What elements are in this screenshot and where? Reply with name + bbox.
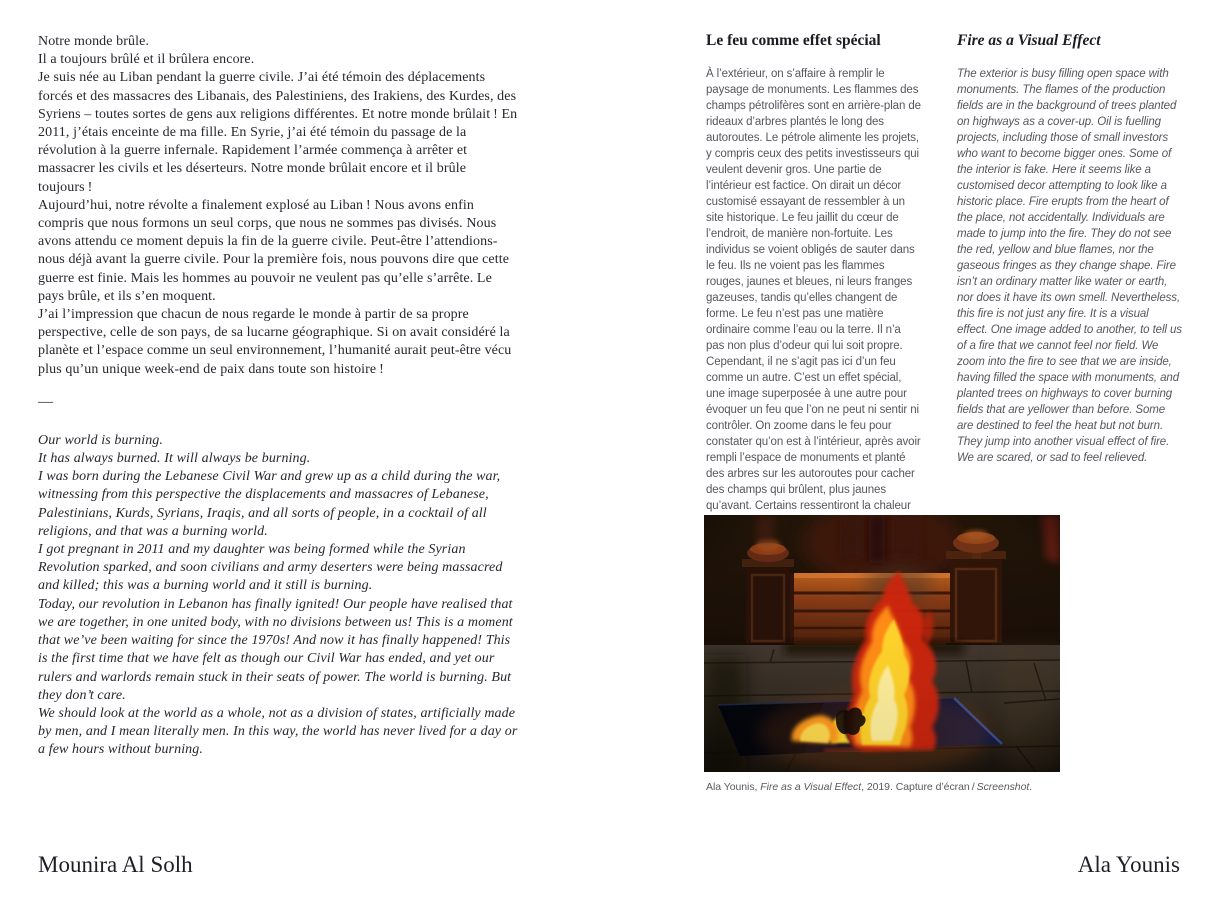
- fire-scene-illustration: [704, 515, 1060, 772]
- caption-screenshot: Screenshot: [976, 781, 1030, 793]
- fire-video-still-image: [704, 515, 1060, 772]
- author-name-left: Mounira Al Solh: [38, 852, 193, 877]
- french-column-title: Le feu comme effet spécial: [706, 32, 881, 49]
- english-paragraph: I got pregnant in 2011 and my daughter was being formed while the Syrian Revolution sparked, and soon civilians and army deserters were being massacred and killed; this was a burning world and it still is burning.: [38, 542, 503, 594]
- left-page-text: [38, 33, 518, 760]
- english-paragraph: We should look at the world as a whole, not as a division of states, artificially made by men, and I mean literally men. In this way, the world has never lived for a day or a few hours without burning.: [38, 705, 518, 758]
- caption-year: , 2019. Capture d’écran /: [861, 781, 977, 793]
- french-paragraph: Aujourd’hui, notre révolte a finalement explosé au Liban ! Nous avons enfin compris que nous formons un seul corps, que nous ne sommes pas divisés. Nous avons attendu ce moment depuis la fin de la guerre civile. Peut-être l’attendions-nous déjà avant la guerre civile. Pour la première fois, nous pouvons dire que cette guerre est finie. Mais les hommes au pouvoir ne veulent pas qu’elle s’arrête. Le pays brûle, et ils s’en moquent.: [38, 197, 510, 304]
- caption-title: Fire as a Visual Effect: [760, 781, 862, 793]
- english-paragraph: Our world is burning.: [38, 432, 164, 448]
- english-column: [957, 31, 1182, 466]
- english-paragraph: Today, our revolution in Lebanon has finally ignited! Our people have realised that we are together, in one united body, with no divisions between us! This is a moment that we’ve been waiting for since the 1970s! And now it has finally happened! This is the first time that we have felt as though our Civil War has ended, and yet our rulers and warlords remain stuck in their seats of power. The world is burning. But they don’t care.: [38, 596, 513, 703]
- english-paragraph: It has always burned. It will always be burning.: [38, 451, 311, 467]
- english-column-body: [957, 66, 1182, 466]
- french-paragraph: Il a toujours brûlé et il brûlera encore.: [38, 52, 255, 68]
- french-text-block: [38, 33, 518, 379]
- image-caption: [706, 780, 1126, 794]
- french-column: [706, 31, 922, 562]
- english-text-block: [38, 432, 518, 760]
- french-paragraph: J’ai l’impression que chacun de nous regarde le monde à partir de sa propre perspective, celle de son pays, de sa lucarne géographique. Si on avait considéré la planète et l’espace comme un seul environnement, l’humanité aurait peut-être vécu plus qu’un unique week-end de paix dans toute son histoire !: [38, 307, 512, 377]
- french-paragraph: Je suis née au Liban pendant la guerre civile. J’ai été témoin des déplacements forcés et des massacres des Libanais, des Palestiniens, des Irakiens, des Kurdes, des Syriens – toutes sortes de gens aux religions différentes. Et notre monde brûlait ! En 2011, j’étais enceinte de ma fille. En Syrie, j’ai été témoin du passage de la révolution à la guerre infernale. Rapidement l’armée commença à arrêter et massacrer les civils et les déserteurs. Notre monde brûlait encore et il brûle toujours !: [38, 70, 518, 195]
- author-name-right: Ala Younis: [1077, 852, 1180, 877]
- english-column-paragraph: The exterior is busy filling open space with monuments. The flames of the production fields are in the background of trees planted on highways as a cover-up. Oil is fuelling projects, including those of small investors who want to become bigger ones. Some of the interior is fake. Here it seems like a customised decor attempting to look like a historic place. Fire erupts from the heart of the place, not accidentally. Individuals are made to jump into the fire. They do not see the red, yellow and blue flames, nor the gaseous fringes as they change shape. Fire isn’t an ordinary matter like water or earth, nor does it have its own smell. Nevertheless, this fire is not just any fire. It is a visual effect. One image added to another, to tell us of a fire that we cannot feel nor field. We zoom into the fire to see that we are inside, having filled the space with monuments, and planted trees on highways to cover burning fields that are yellower than before. Some are destined to feel the heat but not burn. They jump into another visual effect of fire. We are scared, or sad to feel relieved.: [957, 68, 1182, 464]
- english-paragraph: I was born during the Lebanese Civil War and grew up as a child during the war, witnessing from this perspective the displacements and massacres of Lebanese, Palestinians, Kurds, Syrians, Iraqis, and all sorts of people, in a cocktail of all religions, and that was a burning world.: [38, 469, 501, 539]
- caption-period: .: [1029, 781, 1033, 793]
- french-column-paragraph: À l’extérieur, on s’affaire à remplir le paysage de monuments. Les flammes des champs pétrolifères sont en arrière-plan de rideaux d’arbres plantés le long des autoroutes. Le pétrole alimente les projets, y compris ceux des petits investisseurs qui veulent devenir gros. Une partie de l’intérieur est factice. On dirait un décor customisé essayant de ressembler à un site historique. Le feu jaillit du cœur de l’endroit, de manière non-fortuite. Les individus se voient obligés de sauter dans le feu. Ils ne voient pas les flammes rouges, jaunes et bleues, ni leurs franges gazeuses, tandis qu’elles changent de forme. Le feu n’est pas une matière ordinaire comme l’eau ou la terre. Il n’a pas non plus d’odeur qui lui soit propre. Cependant, il ne s’agit pas ici d’un feu comme un autre. C’est un effet spécial, une image superposée à une autre pour évoquer un feu que l’on ne peut ni sentir ni contrôler. On zoome dans le feu pour constater qu’on est à l’intérieur, après avoir rempli l’espace de monuments et planté des arbres sur les autoroutes pour cacher des champs qui brûlent, plus jaunes qu’avant. Certains ressentiront la chaleur: [706, 68, 921, 512]
- french-column-body: [706, 66, 922, 562]
- section-divider-dash: —: [38, 393, 53, 410]
- english-column-title: Fire as a Visual Effect: [957, 32, 1101, 49]
- caption-artist: Ala Younis,: [706, 781, 761, 793]
- french-paragraph: Notre monde brûle.: [38, 34, 150, 49]
